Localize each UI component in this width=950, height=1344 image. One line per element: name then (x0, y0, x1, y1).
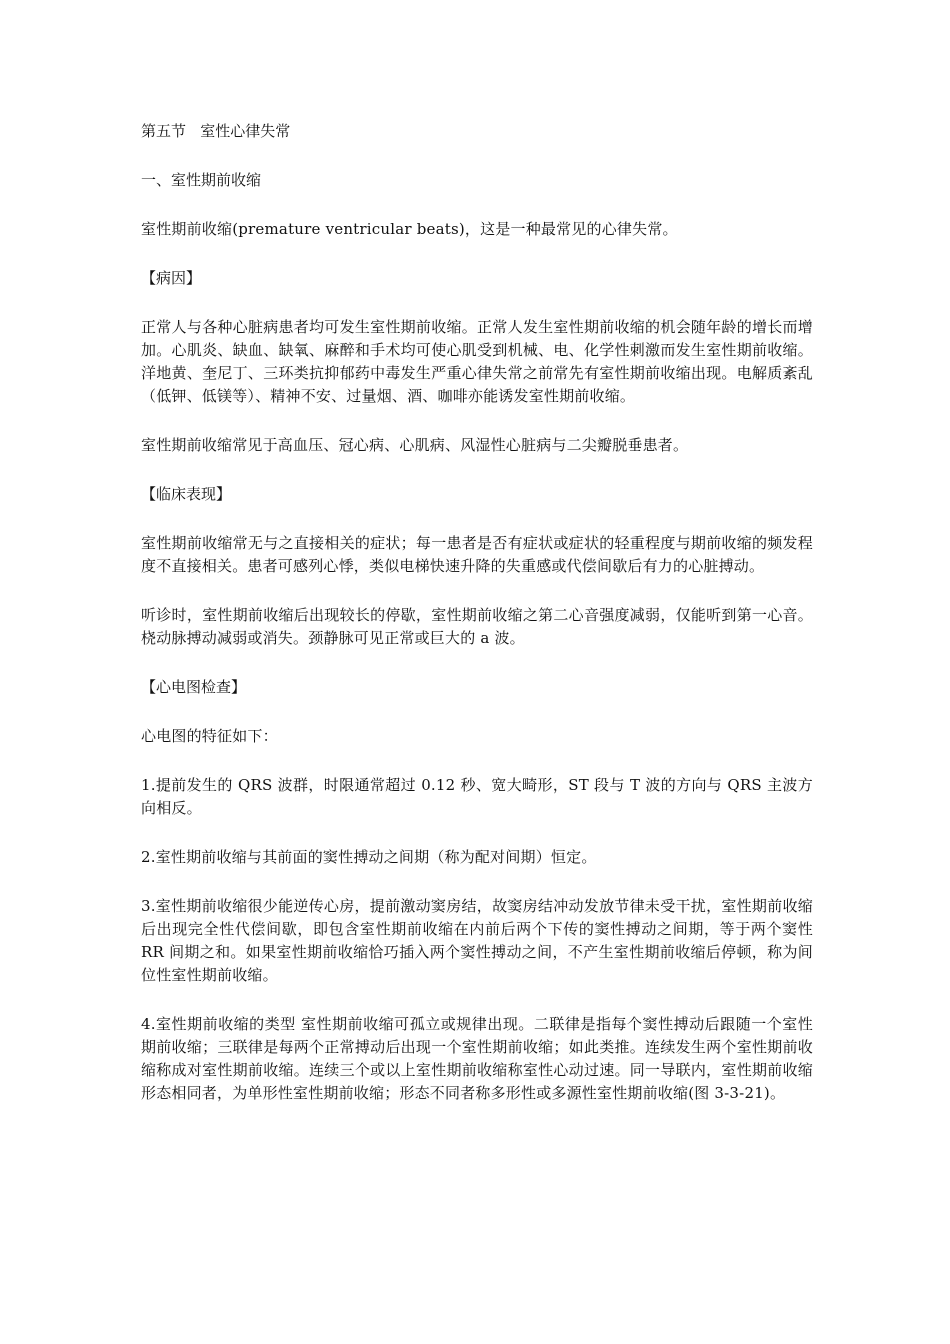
etiology-heading: 【病因】 (141, 269, 202, 287)
etiology-paragraph-2: 室性期前收缩常见于高血压、冠心病、心肌病、风湿性心脏病与二尖瓣脱垂患者。 (141, 436, 689, 454)
etiology-paragraph-1: 正常人与各种心脏病患者均可发生室性期前收缩。正常人发生室性期前收缩的机会随年龄的增长而增加。心肌炎、缺血、缺氧、麻醉和手术均可使心肌受到机械、电、化学性刺激而发生室性期前收缩。洋地黄、奎尼丁、三环类抗抑郁药中毒发生严重心律失常之前常先有室性期前收缩出现。电解质紊乱（低钾、低镁等）、精神不安、过量烟、酒、咖啡亦能诱发室性期前收缩。 (141, 318, 813, 405)
ecg-item-1: 1.提前发生的 QRS 波群，时限通常超过 0.12 秒、宽大畸形，ST 段与 T 波的方向与 QRS 主波方向相反。 (141, 776, 813, 817)
subsection-title: 一、室性期前收缩 (141, 171, 262, 189)
ecg-item-3: 3.室性期前收缩很少能逆传心房，提前激动窦房结，故窦房结冲动发放节律未受干扰，室性期前收缩后出现完全性代偿间歇，即包含室性期前收缩在内前后两个下传的窦性搏动之间期，等于两个窦性 RR 间期之和。如果室性期前收缩恰巧插入两个窦性搏动之间，不产生室性期前收缩后停顿，称为间位性室性期前收缩。 (141, 897, 818, 984)
clinical-paragraph-1: 室性期前收缩常无与之直接相关的症状；每一患者是否有症状或症状的轻重程度与期前收缩的频发程度不直接相关。患者可感列心悸，类似电梯快速升降的失重感或代偿间歇后有力的心脏搏动。 (141, 534, 813, 575)
ecg-heading: 【心电图检查】 (141, 678, 247, 696)
intro-paragraph: 室性期前收缩(premature ventricular beats)，这是一种最常见的心律失常。 (141, 220, 678, 238)
ecg-intro: 心电图的特征如下： (141, 727, 278, 745)
ecg-item-2: 2.室性期前收缩与其前面的窦性搏动之间期（称为配对间期）恒定。 (141, 848, 597, 866)
ecg-item-4: 4.室性期前收缩的类型 室性期前收缩可孤立或规律出现。二联律是指每个窦性搏动后跟随一个室性期前收缩；三联律是每两个正常搏动后出现一个室性期前收缩；如此类推。连续发生两个室性期前收缩称成对室性期前收缩。连续三个或以上室性期前收缩称室性心动过速。同一导联内，室性期前收缩形态相同者，为单形性室性期前收缩；形态不同者称多形性或多源性室性期前收缩(图 3-3-21)。 (141, 1015, 813, 1102)
section-title: 第五节 室性心律失常 (141, 122, 291, 140)
clinical-paragraph-2: 听诊时，室性期前收缩后出现较长的停歇，室性期前收缩之第二心音强度减弱，仅能听到第一心音。桡动脉搏动减弱或消失。颈静脉可见正常或巨大的 a 波。 (141, 606, 813, 647)
clinical-heading: 【临床表现】 (141, 485, 232, 503)
document-page (141, 120, 818, 1131)
